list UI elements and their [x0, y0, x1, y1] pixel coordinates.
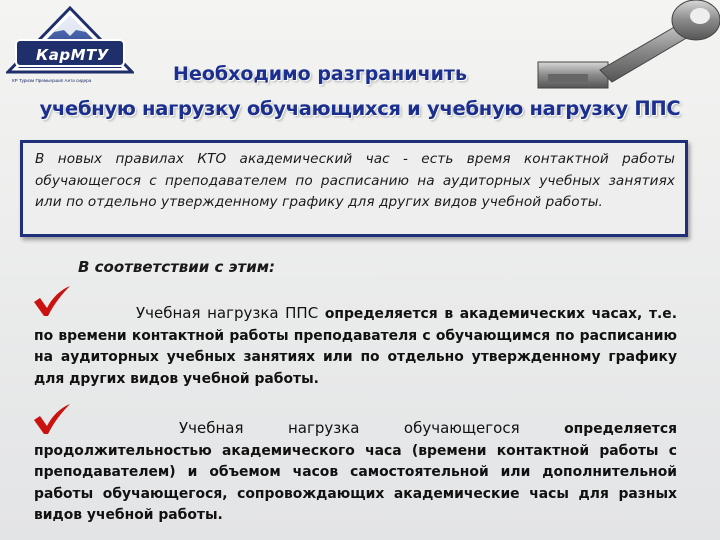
list-item-lead: Учебная нагрузка обучающегося [179, 419, 520, 437]
list-item [34, 418, 677, 527]
list-item-lead: Учебная нагрузка ППС [136, 304, 319, 322]
logo-subtitle: КР Туризм Премьершип Анта сидера [12, 78, 92, 83]
list-item-text: определяется продолжительностью академического часа (времени контактной работы с преподавателем) и объемом часов самостоятельной или дополнительной работы обучающегося, сопровождающих академические часы для разных видов учебной работы. [34, 421, 677, 523]
logo-name: КарМТУ [36, 46, 109, 64]
page-title-line2: учебную нагрузку обучающихся и учебную нагрузку ППС [39, 97, 681, 120]
section-heading: В соответствии с этим: [78, 258, 275, 276]
key-icon [520, 0, 720, 110]
list-item-text: определяется в академических часах, т.е. по времени контактной работы преподавателя с обучающимся по расписанию на аудиторных учебных занятиях или по отдельно утвержденному графику для других видов учебной работы. [34, 306, 677, 387]
key-image [520, 0, 720, 110]
definition-text: В новых правилах КТО академический час - есть время контактной работы обучающегося с преподавателем по расписанию на аудиторных учебных занятиях или по отдельно утвержденному графику для других видов учебной работы. [35, 151, 675, 210]
definition-box [20, 140, 688, 237]
page-title-line1: Необходимо разграничить [173, 63, 467, 85]
list-item [34, 303, 677, 390]
